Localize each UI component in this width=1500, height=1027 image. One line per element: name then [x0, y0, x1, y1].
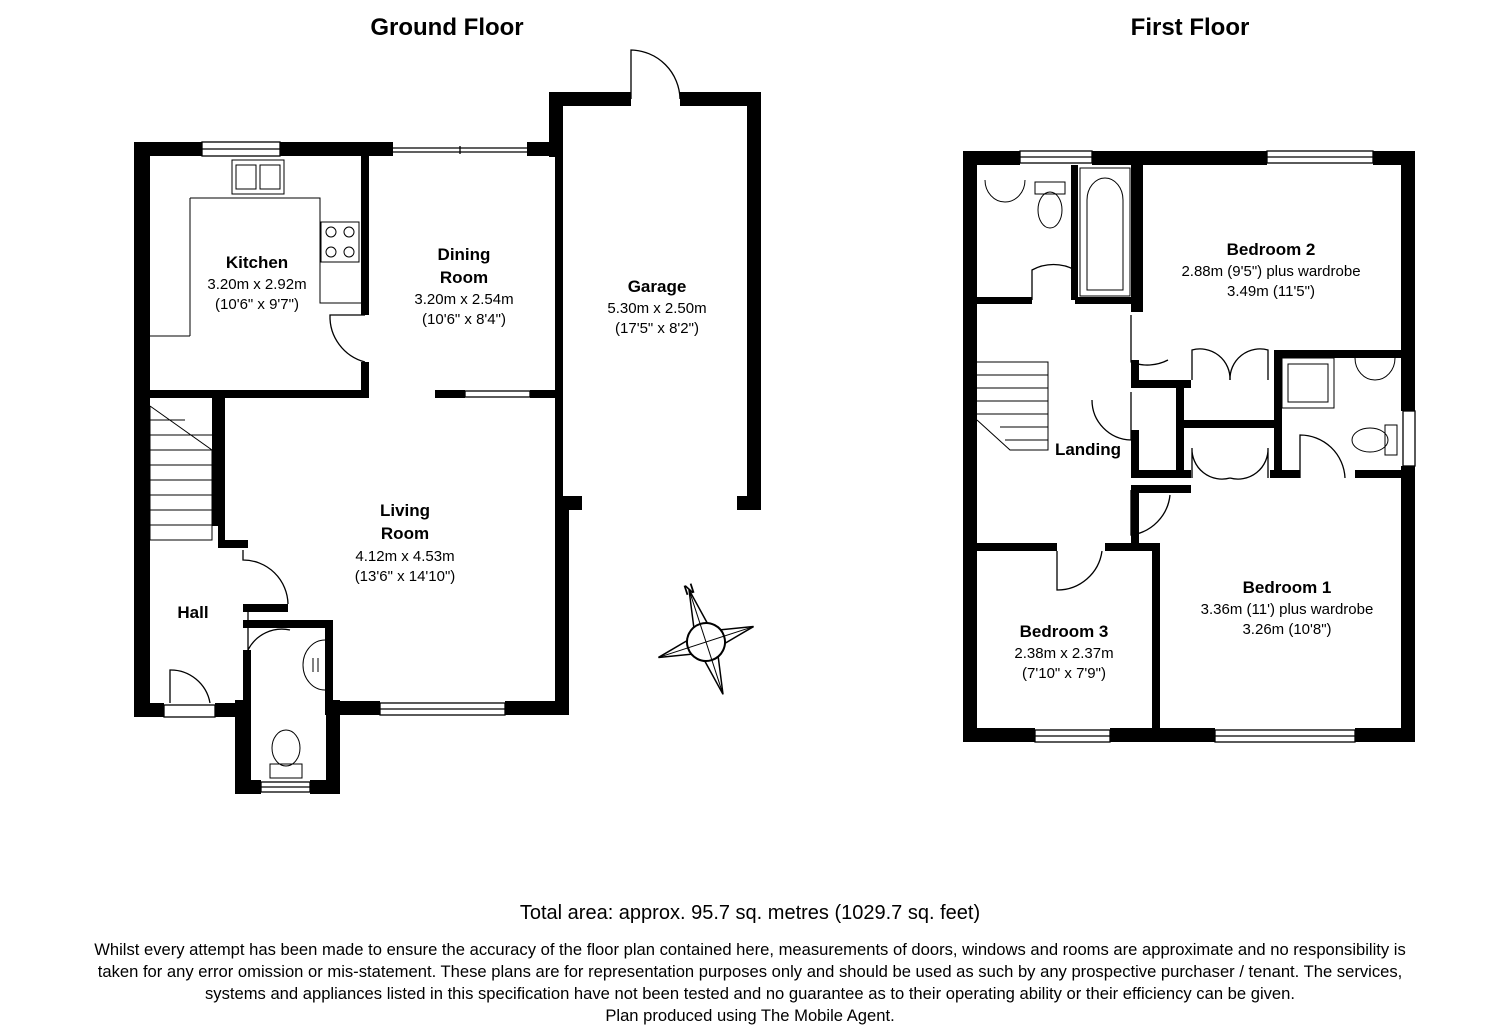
bedroom3-dim-m: 2.38m x 2.37m [1014, 645, 1114, 662]
garage-dim-ft: (17'5" x 8'2") [615, 320, 699, 337]
bedroom2-dim-1: 2.88m (9'5") plus wardrobe [1181, 263, 1361, 280]
north-compass-icon [641, 574, 770, 710]
bedroom3-label: Bedroom 3 [1019, 622, 1109, 641]
garage-dim-m: 5.30m x 2.50m [607, 300, 707, 317]
total-area: Total area: approx. 95.7 sq. metres (1029.7 sq. feet) [519, 902, 981, 924]
compass-north-label: N [681, 579, 697, 599]
living-label-line2: Room [380, 524, 430, 543]
disclaimer-line-1: Whilst every attempt has been made to ensure the accuracy of the floor plan contained here, measurements of doors, windows and rooms are approximate and no responsibility is [94, 940, 1406, 959]
ground-stairs [150, 406, 212, 540]
disclaimer [0, 939, 1500, 1027]
ground-floor-title: Ground Floor [370, 14, 524, 41]
bedroom3-dim-ft: (7'10" x 7'9") [1022, 665, 1106, 682]
bedroom2-label: Bedroom 2 [1226, 240, 1316, 259]
living-dim-m: 4.12m x 4.53m [355, 548, 455, 565]
bedroom1-dim-1: 3.36m (11') plus wardrobe [1200, 601, 1374, 618]
living-label-line1: Living [379, 501, 431, 520]
kitchen-dim-ft: (10'6" x 9'7") [215, 296, 299, 313]
living-dim-ft: (13'6" x 14'10") [354, 568, 456, 585]
bedroom1-dim-2: 3.26m (10'8") [1242, 621, 1332, 638]
dining-label-line2: Room [439, 268, 489, 287]
dining-label-line1: Dining [437, 245, 491, 264]
bedroom1-label: Bedroom 1 [1242, 578, 1332, 597]
disclaimer-line-2: taken for any error omission or mis-statement. These plans are for representation purposes only and should be used as such by any prospective purchaser / tenant. The services, [97, 962, 1403, 981]
ground-wc-fixtures [270, 640, 325, 778]
ground-floor-walls [134, 92, 761, 794]
dining-dim-ft: (10'6" x 8'4") [422, 311, 506, 328]
kitchen-dim-m: 3.20m x 2.92m [207, 276, 307, 293]
hall-label: Hall [177, 603, 209, 622]
disclaimer-line-3: systems and appliances listed in this specification have not been tested and no guarantee as to their operating ability or their efficiency can be given. [204, 984, 1296, 1003]
first-bathroom-fixtures [985, 168, 1397, 455]
dining-dim-m: 3.20m x 2.54m [414, 291, 514, 308]
bedroom2-dim-2: 3.49m (11'5") [1227, 283, 1315, 300]
garage-label: Garage [627, 277, 687, 296]
first-floor-title: First Floor [1130, 14, 1250, 41]
landing-label: Landing [1054, 440, 1122, 459]
first-stairs [977, 362, 1048, 450]
kitchen-label: Kitchen [225, 253, 289, 272]
disclaimer-line-4: Plan produced using The Mobile Agent. [605, 1006, 895, 1025]
